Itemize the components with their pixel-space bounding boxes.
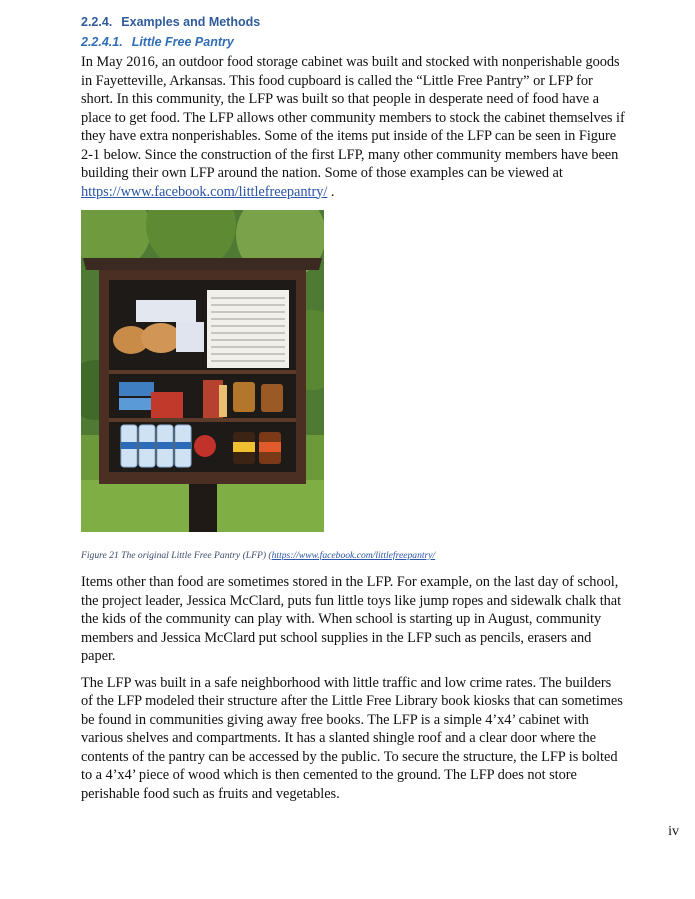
section-number: 2.2.4. [81,15,113,29]
pantry-photo-illustration [81,210,324,532]
page-number: iv [668,824,679,839]
subsection-heading [81,32,626,53]
facebook-link[interactable]: https://www.facebook.com/littlefreepantry/ [81,183,328,200]
paragraph-items: Items other than food are sometimes stored in the LFP. For example, on the last day of school, the project leader, Jessica McClard, puts fun little toys like jump ropes and sidewalk chalk that the kids of the community can play with. When school is starting up in August, community members and Jessica McClard put school supplies in the LFP such as pencils, erasers and paper. [81,574,622,664]
pantry-photo [81,210,324,532]
document-page [81,12,626,803]
figure-caption-text: Figure 21 The original Little Free Pantry (LFP) ( [81,550,272,561]
paragraph-structure: The LFP was built in a safe neighborhood with little traffic and low crime rates. The builders of the LFP modeled their structure after the Little Free Library book kiosks that can sometimes be found in communities giving away free books. The LFP is a simple 4’x4’ cabinet with various shelves and compartments. It has a slanted shingle roof and a clear door where the contents of the pantry can be accessed by the public. To secure the structure, the LFP is bolted to a 4’x4’ piece of wood which is then cemented to the ground. The LFP does not store perishable food such as fruits and vegetables. [81,674,623,802]
section-title: Examples and Methods [121,15,261,29]
figure-caption-link[interactable]: https://www.facebook.com/littlefreepantry/ [271,550,436,561]
figure-caption [81,546,626,566]
paragraph-intro [81,53,626,201]
subsection-title: Little Free Pantry [131,35,234,49]
subsection-number: 2.2.4.1. [81,35,123,49]
section-heading [81,12,626,32]
paragraph-intro-text: In May 2016, an outdoor food storage cabinet was built and stocked with nonperishable goods in Fayetteville, Arkansas. This food cupboard is called the “Little Free Pantry” or LFP for short. In this community, the LFP was built so that people in desperate need of food have a place to get food. The LFP allows other community members to stock the cabinet themselves if they have extra nonperishables. Some of the items put inside of the LFP can be seen in Figure 2-1 below. Since the construction of the first LFP, many other community members have been building their own LFP around the nation. Some of those examples can be viewed at [81,54,625,181]
paragraph-intro-after: . [327,183,335,200]
